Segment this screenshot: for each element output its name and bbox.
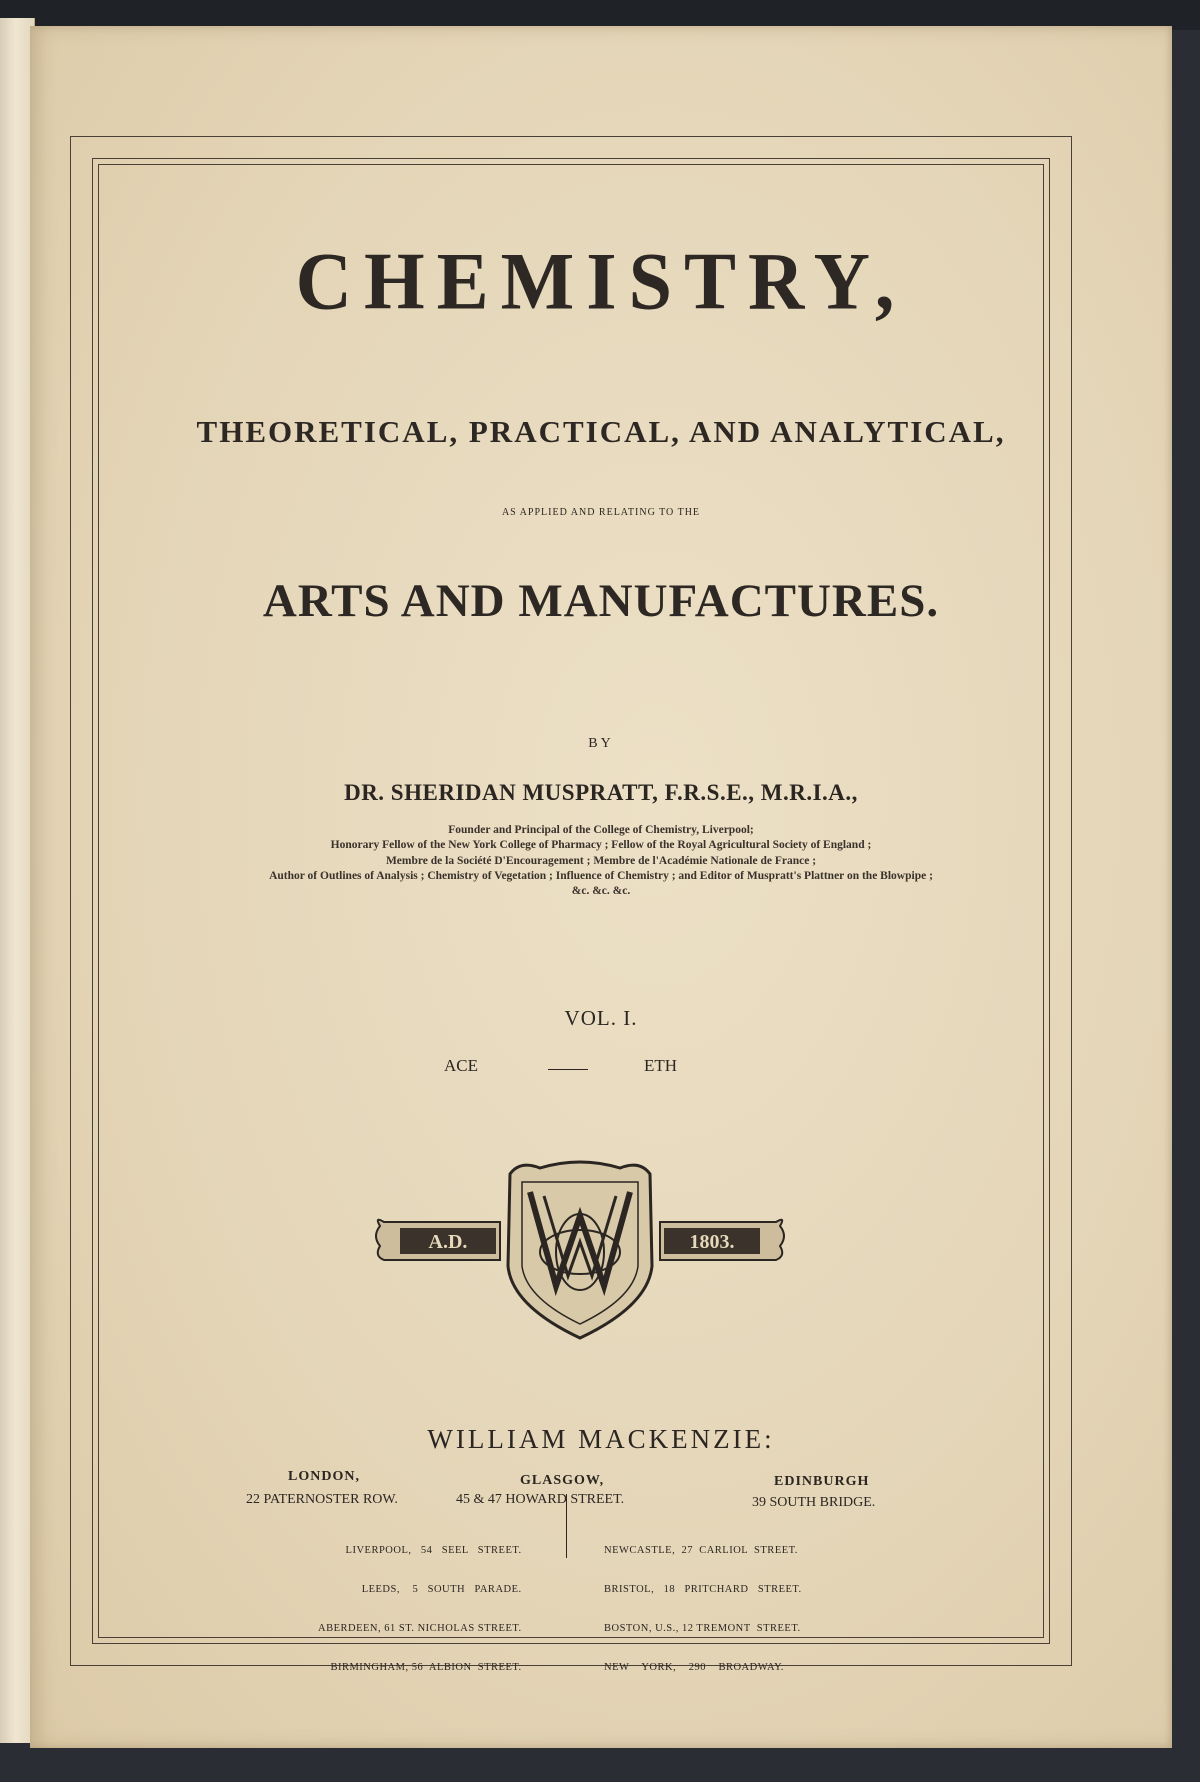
volume-number: VOL. I. [564, 1006, 638, 1030]
emblem-year-prefix: A.D. [428, 1231, 468, 1253]
right-banner [660, 1220, 784, 1260]
branch-line: NEW YORK, 290 BROADWAY. [604, 1662, 784, 1673]
arts-line: ARTS AND MANUFACTURES. [262, 575, 940, 627]
office-city-london: LONDON, [288, 1469, 360, 1484]
range-end: ETH [644, 1056, 678, 1075]
office-address-london: 22 PATERNOSTER ROW. [246, 1492, 398, 1507]
applied-line: AS APPLIED AND RELATING TO THE [501, 507, 701, 518]
credential-line: Honorary Fellow of the New York College of Pharmacy ; Fellow of the Royal Agricultural Society of England ; [330, 839, 872, 851]
credential-line: Founder and Principal of the College of Chemistry, Liverpool; [448, 824, 754, 836]
office-address-glasgow: 45 & 47 HOWARD STREET. [456, 1492, 625, 1507]
branch-line: BIRMINGHAM, 56 ALBION STREET. [330, 1662, 522, 1673]
branch-line: ABERDEEN, 61 ST. NICHOLAS STREET. [318, 1623, 522, 1634]
credential-line: Membre de la Société D'Encouragement ; Membre de l'Académie Nationale de France ; [385, 855, 817, 867]
office-city-glasgow: GLASGOW, [520, 1473, 605, 1488]
monogram-shield-emblem-icon [370, 1156, 790, 1346]
left-banner [376, 1220, 500, 1260]
branch-line: BRISTOL, 18 PRITCHARD STREET. [604, 1584, 802, 1595]
book-title: CHEMISTRY, [295, 234, 907, 327]
branch-line: BOSTON, U.S., 12 TREMONT STREET. [604, 1623, 801, 1634]
by-line: BY [588, 736, 614, 751]
branch-line: LIVERPOOL, 54 SEEL STREET. [345, 1545, 522, 1556]
emblem-year: 1803. [689, 1231, 735, 1253]
book-subtitle: THEORETICAL, PRACTICAL, AND ANALYTICAL, [196, 414, 1006, 449]
author-name: DR. SHERIDAN MUSPRATT, F.R.S.E., M.R.I.A., [344, 780, 858, 805]
publisher-name: WILLIAM MACKENZIE: [427, 1424, 775, 1454]
branch-divider [566, 1494, 567, 1558]
inner-border-rule [98, 164, 1044, 1638]
office-address-edinburgh: 39 SOUTH BRIDGE. [752, 1495, 876, 1510]
title-page [30, 26, 1172, 1748]
branches-right [604, 1518, 802, 1700]
range-start: ACE [444, 1056, 478, 1075]
credential-line: Author of Outlines of Analysis ; Chemistry of Vegetation ; Influence of Chemistry ; and Editor of Muspratt's Plattner on the Blowpipe ; [269, 870, 933, 882]
branch-line: LEEDS, 5 SOUTH PARADE. [361, 1584, 522, 1595]
branch-line: NEWCASTLE, 27 CARLIOL STREET. [604, 1545, 798, 1556]
shield [508, 1162, 652, 1338]
volume-range [30, 1056, 1172, 1080]
credential-line: &c. &c. &c. [571, 885, 631, 897]
range-dash [548, 1069, 588, 1070]
office-city-edinburgh: EDINBURGH [774, 1474, 870, 1489]
branches-left [318, 1518, 522, 1700]
